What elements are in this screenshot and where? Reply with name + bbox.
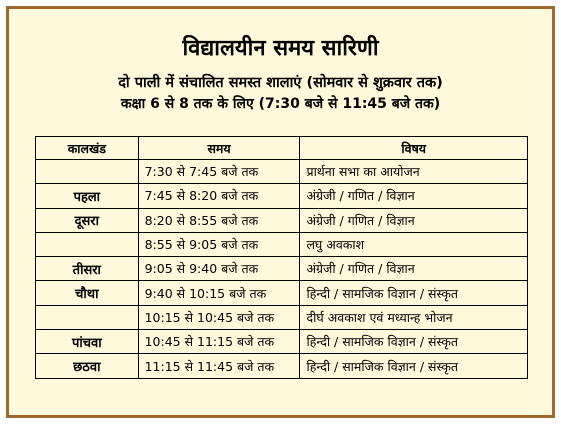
subject-cell: हिन्दी / सामजिक विज्ञान / संस्कृत	[300, 330, 528, 354]
subject-cell: अंग्रेजी / गणित / विज्ञान	[300, 257, 528, 281]
subject-cell: हिन्दी / सामजिक विज्ञान / संस्कृत	[300, 281, 528, 305]
time-cell: 10:15 से 10:45 बजे तक	[138, 305, 300, 329]
table-row	[36, 281, 528, 305]
time-cell: 8:20 से 8:55 बजे तक	[138, 208, 300, 232]
period-cell: चौथा	[36, 281, 139, 305]
table-row	[36, 160, 528, 184]
period-cell	[36, 160, 139, 184]
period-cell	[36, 305, 139, 329]
time-cell: 9:05 से 9:40 बजे तक	[138, 257, 300, 281]
table-row	[36, 305, 528, 329]
time-cell: 10:45 से 11:15 बजे तक	[138, 330, 300, 354]
table-row	[36, 184, 528, 208]
table-row	[36, 208, 528, 232]
table-row	[36, 330, 528, 354]
period-cell: तीसरा	[36, 257, 139, 281]
period-cell: पहला	[36, 184, 139, 208]
subject-cell: दीर्घ अवकाश एवं मध्यान्ह भोजन	[300, 305, 528, 329]
table-header-row	[36, 137, 528, 160]
subject-cell: अंग्रेजी / गणित / विज्ञान	[300, 208, 528, 232]
period-cell: छठवा	[36, 354, 139, 378]
period-cell: दूसरा	[36, 208, 139, 232]
table-row	[36, 354, 528, 378]
table-row	[36, 232, 528, 256]
subject-cell: अंग्रेजी / गणित / विज्ञान	[300, 184, 528, 208]
header-time: समय	[138, 137, 300, 160]
period-cell: पांचवा	[36, 330, 139, 354]
subtitle-shifts: दो पाली में संचालित समस्त शालाएं (सोमवार से शुक्रवार तक)	[118, 75, 443, 91]
time-cell: 11:15 से 11:45 बजे तक	[138, 354, 300, 378]
table-row	[36, 257, 528, 281]
subtitle-classes: कक्षा 6 से 8 तक के लिए (7:30 बजे से 11:45 बजे तक)	[120, 96, 441, 112]
timetable	[35, 136, 528, 379]
header-subject: विषय	[300, 137, 528, 160]
subject-cell: लघु अवकाश	[300, 232, 528, 256]
time-cell: 7:30 से 7:45 बजे तक	[138, 160, 300, 184]
time-cell: 7:45 से 8:20 बजे तक	[138, 184, 300, 208]
page-title: विद्यालयीन समय सारिणी	[182, 36, 379, 61]
period-cell	[36, 232, 139, 256]
time-cell: 9:40 से 10:15 बजे तक	[138, 281, 300, 305]
header-period: कालखंड	[36, 137, 139, 160]
subject-cell: हिन्दी / सामजिक विज्ञान / संस्कृत	[300, 354, 528, 378]
time-cell: 8:55 से 9:05 बजे तक	[138, 232, 300, 256]
subject-cell: प्रार्थना सभा का आयोजन	[300, 160, 528, 184]
